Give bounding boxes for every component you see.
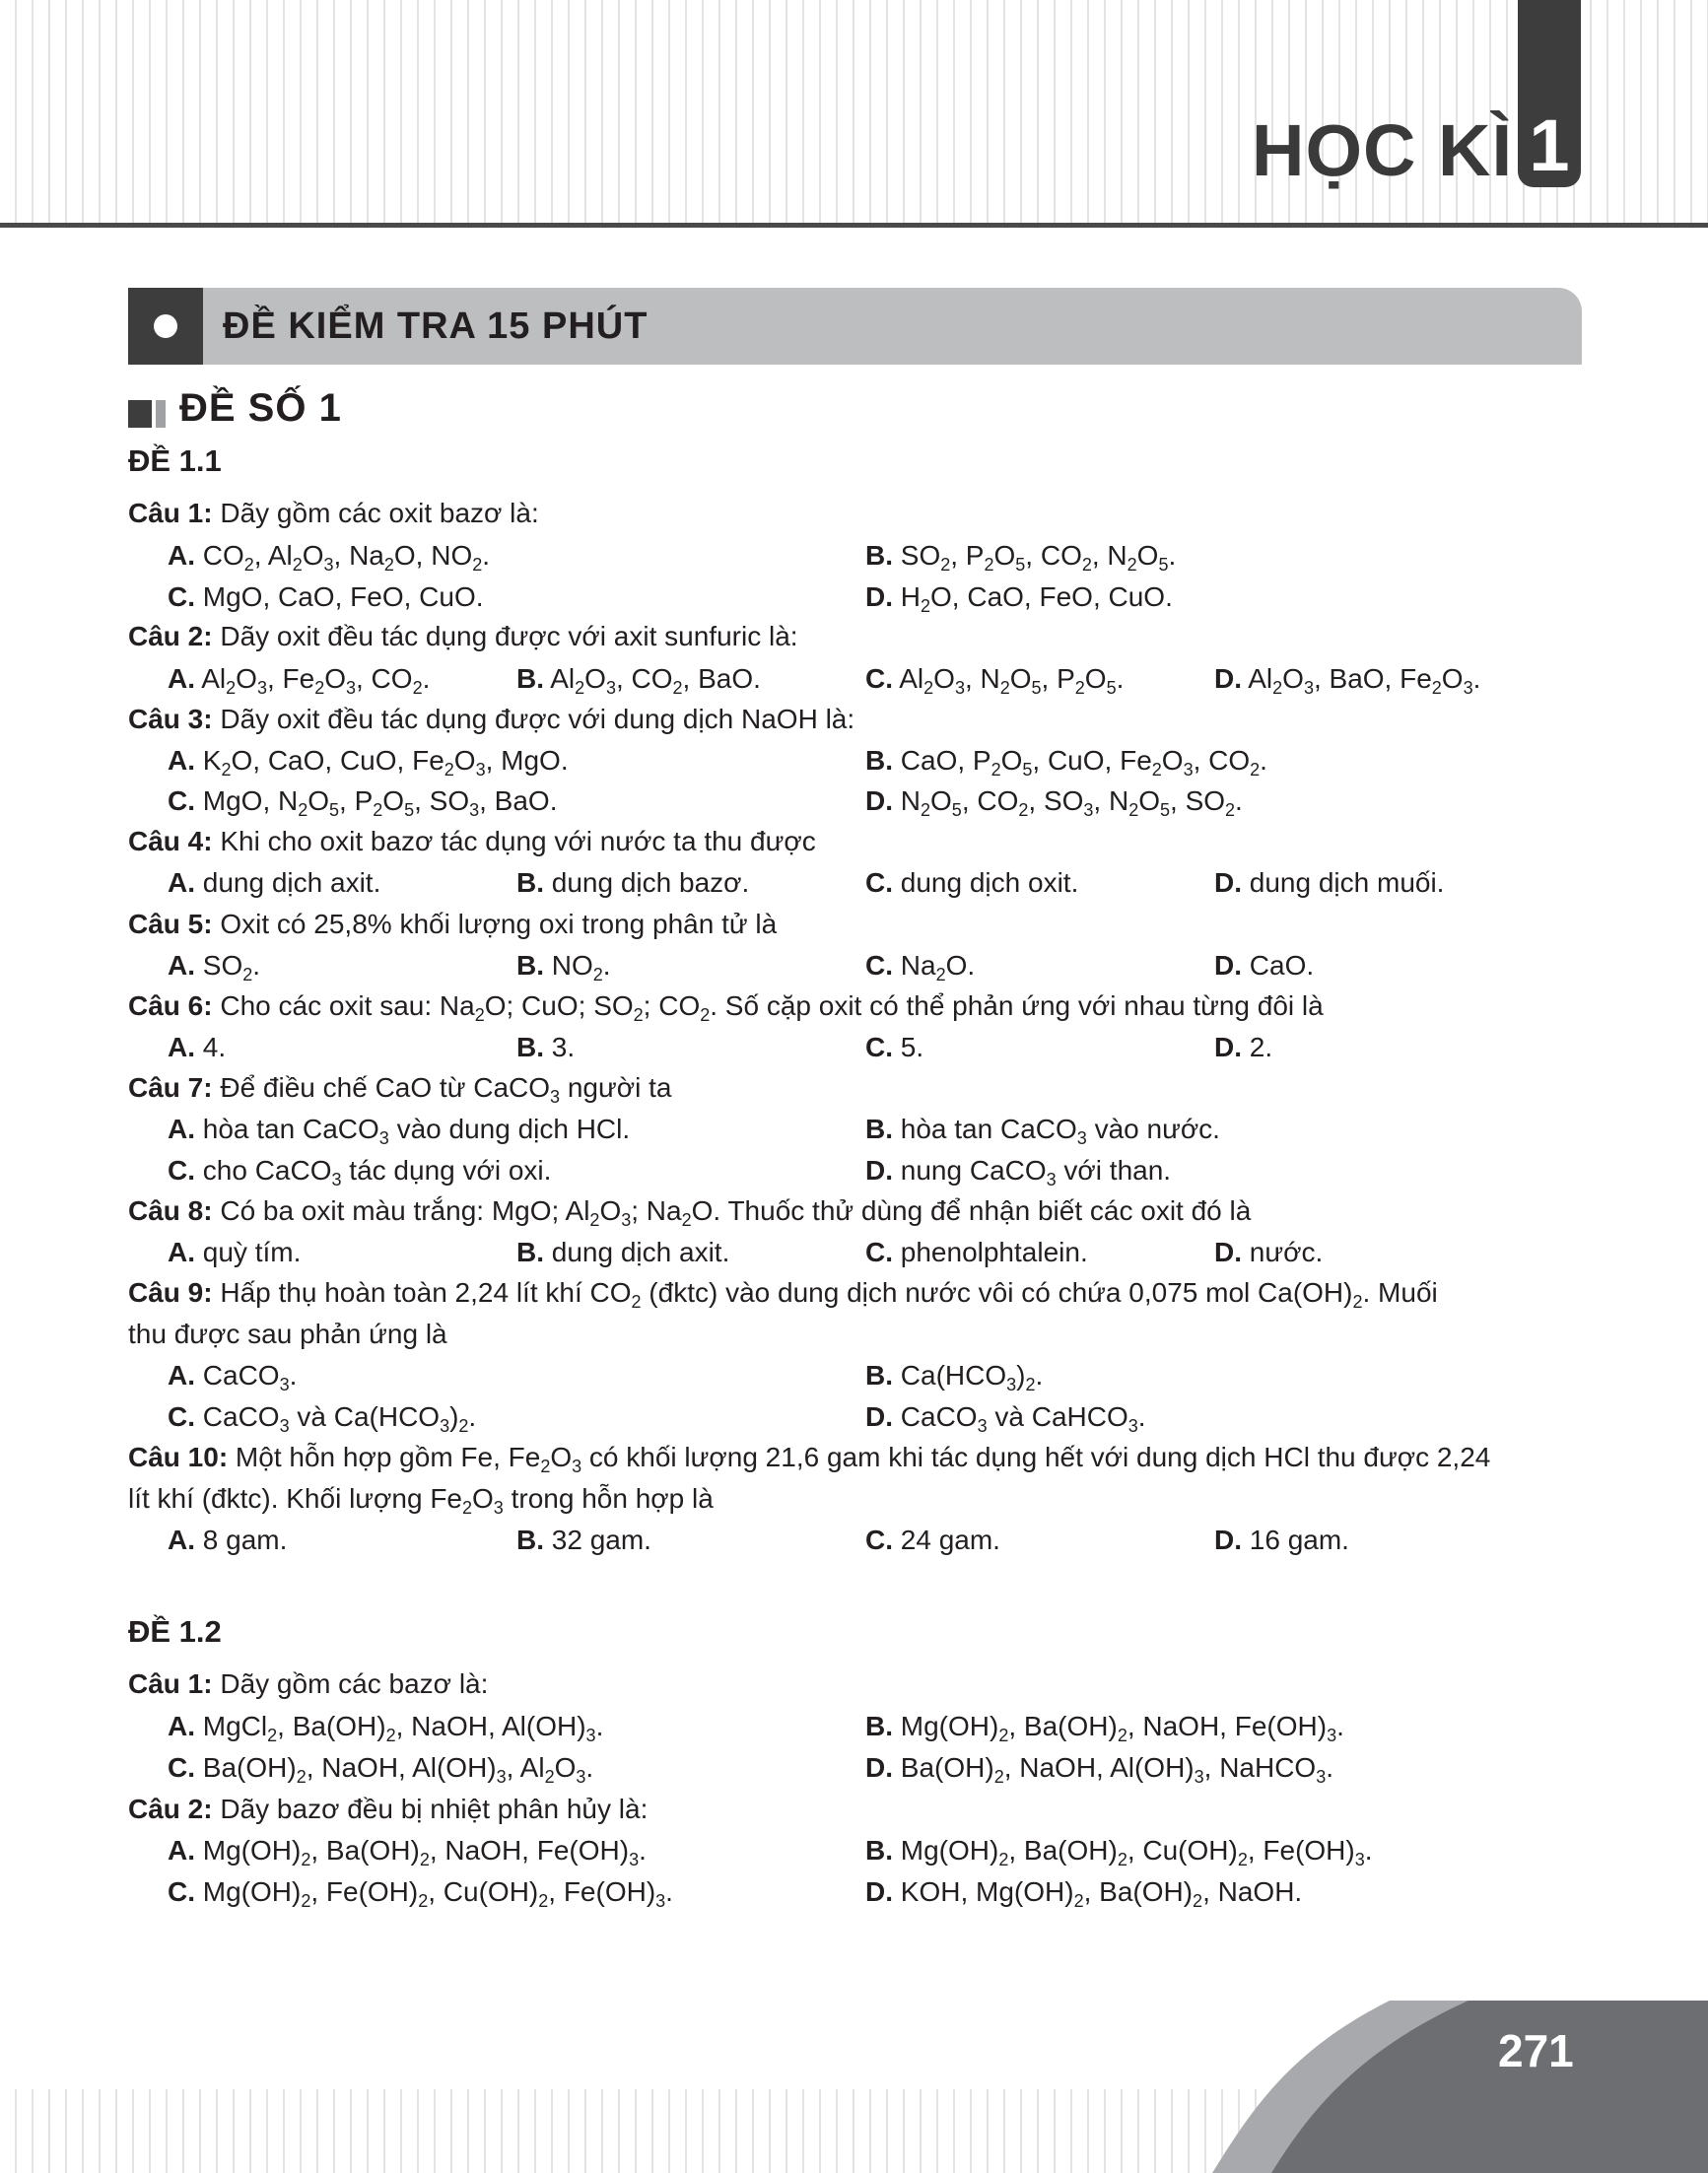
question-2: Câu 2: Dãy oxit đều tác dụng được với axit sunfuric là: — [128, 621, 798, 651]
question-2: Câu 2: Dãy bazơ đều bị nhiệt phân hủy là: — [128, 1794, 649, 1824]
option-d: D. nung CaCO$_3$ với than. — [865, 1155, 1172, 1189]
question-1: Câu 1: Dãy gồm các bazơ là: — [128, 1668, 489, 1699]
option-c: C. phenolphtalein. — [865, 1237, 1088, 1267]
option-b: B. dung dịch axit. — [516, 1237, 730, 1267]
question-9-continued: thu được sau phản ứng là — [128, 1319, 447, 1349]
exam-title: ĐỀ 1.1 — [128, 443, 222, 478]
question-10: Câu 10: Một hỗn hợp gồm Fe, $Fe_2O_3$ có khối lượng 21,6 gam khi tác dụng hết với dung dịch HCl thu được 2,24 — [128, 1442, 1491, 1476]
option-a: A. $Mg(OH)_2$, $Ba(OH)_2$, NaOH, $Fe(OH)_3$. — [168, 1835, 647, 1869]
option-b: B. 3. — [516, 1032, 576, 1062]
header-title: HỌC KÌ — [1252, 109, 1513, 191]
page-number: 271 — [1498, 2025, 1574, 2076]
option-a: A. 4. — [168, 1032, 227, 1062]
section-band-marker — [128, 288, 203, 365]
option-a: A. quỳ tím. — [168, 1237, 302, 1267]
option-b: B. hòa tan CaCO$_3$ vào nước. — [865, 1114, 1220, 1148]
page-corner-decoration — [1212, 2001, 1708, 2173]
option-a: A. CaCO$_3$. — [168, 1360, 298, 1394]
question-6: Câu 6: Cho các oxit sau: $Na_2O$; CuO; $SO_2$; $CO_2$. Số cặp oxit có thể phản ứng với nhau từng đôi là — [128, 990, 1324, 1025]
header-tab — [1518, 0, 1581, 187]
option-b: B. $Mg(OH)_2$, $Ba(OH)_2$, $Cu(OH)_2$, $Fe(OH)_3$. — [865, 1835, 1373, 1869]
option-c: C. dung dịch oxit. — [865, 867, 1079, 898]
option-a: A. $K_2O$, CaO, CuO, $Fe_2O_3$, MgO. — [168, 745, 569, 780]
option-a: A. dung dịch axit. — [168, 867, 381, 898]
option-a: A. 8 gam. — [168, 1525, 288, 1555]
option-c: C. CaCO$_3$ và $Ca(HCO_3)_2$. — [168, 1401, 477, 1436]
option-d: D. $N_2O_5$, $CO_2$, $SO_3$, $N_2O_5$, $SO_2$. — [865, 785, 1243, 820]
option-a: A. $Al_2O_3$, $Fe_2O_3$, $CO_2$. — [168, 663, 431, 698]
option-a: A. $SO_2$. — [168, 950, 261, 985]
question-3: Câu 3: Dãy oxit đều tác dụng được với dung dịch NaOH là: — [128, 704, 855, 734]
option-c: C. cho CaCO$_3$ tác dụng với oxi. — [168, 1155, 552, 1189]
option-b: B. $Al_2O_3$, $CO_2$, BaO. — [516, 663, 761, 698]
option-d: D. CaCO$_3$ và CaHCO$_3$. — [865, 1401, 1146, 1436]
option-b: B. $SO_2$, $P_2O_5$, $CO_2$, $N_2O_5$. — [865, 540, 1177, 575]
exam-set-title: ĐỀ SỐ 1 — [179, 386, 342, 430]
option-c: C. $Ba(OH)_2$, NaOH, $Al(OH)_3$, $Al_2O_3$. — [168, 1752, 594, 1787]
option-a: A. hòa tan CaCO$_3$ vào dung dịch HCl. — [168, 1114, 631, 1148]
option-b: B. $NO_2$. — [516, 950, 611, 985]
question-9: Câu 9: Hấp thụ hoàn toàn 2,24 lít khí $CO_2$ (đktc) vào dung dịch nước vôi có chứa 0,075 mol $Ca(OH)_2$. Muối — [128, 1277, 1438, 1312]
option-d: D. KOH, $Mg(OH)_2$, $Ba(OH)_2$, NaOH. — [865, 1876, 1303, 1911]
exam-title: ĐỀ 1.2 — [128, 1614, 222, 1649]
option-b: B. dung dịch bazơ. — [516, 867, 750, 898]
question-10-continued: lít khí (đktc). Khối lượng $Fe_2O_3$ trong hỗn hợp là — [128, 1483, 714, 1518]
bullet-icon — [154, 314, 177, 338]
question-8: Câu 8: Có ba oxit màu trắng: MgO; $Al_2O_3$; $Na_2O$. Thuốc thử dùng để nhận biết các oxit đó là — [128, 1195, 1252, 1230]
option-c: C. 24 gam. — [865, 1525, 1000, 1555]
option-b: B. CaO, $P_2O_5$, CuO, $Fe_2O_3$, $CO_2$. — [865, 745, 1267, 780]
option-a: A. $CO_2$, $Al_2O_3$, $Na_2O$, $NO_2$. — [168, 540, 491, 575]
question-4: Câu 4: Khi cho oxit bazơ tác dụng với nước ta thu được — [128, 826, 816, 856]
question-7: Câu 7: Để điều chế CaO từ CaCO$_3$ người ta — [128, 1072, 672, 1107]
option-d: D. 16 gam. — [1214, 1525, 1349, 1555]
option-c: C. $Mg(OH)_2$, $Fe(OH)_2$, $Cu(OH)_2$, $Fe(OH)_3$. — [168, 1876, 673, 1911]
question-5: Câu 5: Oxit có 25,8% khối lượng oxi trong phân tử là — [128, 909, 778, 939]
option-d: D. 2. — [1214, 1032, 1273, 1062]
header-number: 1 — [1529, 104, 1570, 186]
option-c: C. $Al_2O_3$, $N_2O_5$, $P_2O_5$. — [865, 663, 1125, 698]
option-a: A. MgCl$_2$, $Ba(OH)_2$, NaOH, $Al(OH)_3$. — [168, 1711, 604, 1745]
option-d: D. nước. — [1214, 1237, 1324, 1267]
header-rule — [0, 223, 1708, 228]
option-c: C. MgO, $N_2O_5$, $P_2O_5$, $SO_3$, BaO. — [168, 785, 558, 820]
option-d: D. dung dịch muối. — [1214, 867, 1445, 898]
option-d: D. $Ba(OH)_2$, NaOH, $Al(OH)_3$, NaHCO$_3$. — [865, 1752, 1334, 1787]
option-b: B. 32 gam. — [516, 1525, 651, 1555]
option-d: D. CaO. — [1214, 950, 1315, 981]
option-c: C. 5. — [865, 1032, 924, 1062]
option-d: D. $Al_2O_3$, BaO, $Fe_2O_3$. — [1214, 663, 1481, 698]
section-band — [128, 288, 1582, 365]
section-title: ĐỀ KIỂM TRA 15 PHÚT — [223, 306, 649, 347]
option-b: B. $Mg(OH)_2$, $Ba(OH)_2$, NaOH, $Fe(OH)_3$. — [865, 1711, 1344, 1745]
option-c: C. $Na_2O$. — [865, 950, 976, 985]
option-b: B. $Ca(HCO_3)_2$. — [865, 1360, 1044, 1394]
question-1: Câu 1: Dãy gồm các oxit bazơ là: — [128, 498, 539, 528]
option-c: C. MgO, CaO, FeO, CuO. — [168, 581, 484, 612]
option-d: D. $H_2O$, CaO, FeO, CuO. — [865, 581, 1173, 616]
